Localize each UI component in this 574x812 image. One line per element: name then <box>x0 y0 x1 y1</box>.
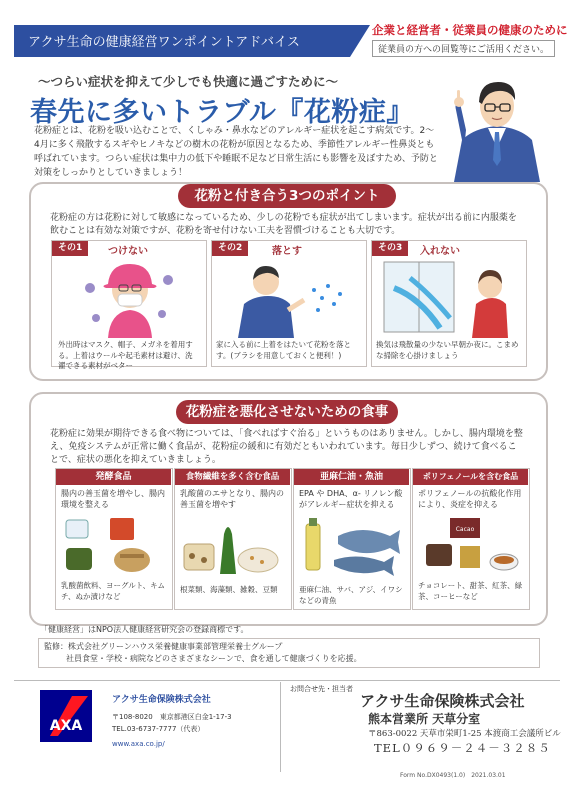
axa-logo <box>40 690 92 742</box>
fish-oil-illustration <box>298 514 406 576</box>
food-title-fiber: 食物繊維を多く含む食品 <box>175 469 290 485</box>
stamp-address: 〒863-0022 天草市栄町1-25 本渡商工会議所ビル <box>368 729 561 739</box>
point-tag-1: その1 <box>52 241 88 256</box>
point-tag-3: その3 <box>372 241 408 256</box>
axa-logo-text: AXA <box>49 718 83 734</box>
food-sub-oil: EPA や DHA、α- リノレン酸がアレルギー症状を抑える <box>299 489 403 509</box>
point-text-1: 外出時はマスク、帽子、メガネを着用する。上着はウールや起毛素材は避け、洗濯できる素材がベター <box>58 340 193 370</box>
stamp-company: アクサ生命保険株式会社 <box>360 692 525 710</box>
trademark-note: 「健康経営」はNPO法人健康経営研究会の登録商標です。 <box>40 625 249 634</box>
man-brushing-coat-illustration <box>228 260 352 338</box>
stamp-office: 熊本営業所 天草分室 <box>368 712 481 726</box>
point-title-2: 落とす <box>272 246 302 257</box>
point-title-3: 入れない <box>420 246 460 257</box>
food-sub-polyphenol: ポリフェノールの抗酸化作用により、炎症を抑える <box>418 489 522 509</box>
food-list-oil: 亜麻仁油、サバ、アジ、イワシなどの青魚 <box>299 585 403 605</box>
food-sub-fermented: 腸内の善玉菌を増やし、腸内環境を整える <box>61 489 165 509</box>
fermented-foods-illustration <box>60 514 166 574</box>
polyphenol-foods-illustration <box>416 514 524 576</box>
food-title-polyphenol: ポリフェノールを含む食品 <box>413 469 528 485</box>
point-text-2: 家に入る前に上着をはたいて花粉を落とす。(ブラシを用意しておくと便利！) <box>216 340 351 360</box>
footer-vertical-divider <box>280 682 281 772</box>
food-title-fermented: 発酵食品 <box>56 469 171 485</box>
points-description: 花粉症の方は花粉に対して敏感になっているため、少しの花粉でも症状が出てしまいます。症状が出る前に内服薬を飲むことは有効な対策ですが、花粉を寄せ付けない工夫を習慣づけることも大切です。 <box>50 213 517 236</box>
food-list-fermented: 乳酸菌飲料、ヨーグルト、キムチ、ぬか漬けなど <box>61 581 166 601</box>
header-title: アクサ生命の健康経営ワンポイントアドバイス <box>28 35 300 50</box>
point-tag-2: その2 <box>212 241 248 256</box>
footer-url[interactable]: www.axa.co.jp/ <box>112 740 165 748</box>
header-banner-tip <box>350 25 370 57</box>
stamp-tel: TEL０９６９－２４－３２８５ <box>374 741 551 755</box>
food-title-oil: 亜麻仁油・魚油 <box>294 469 409 485</box>
foods-description: 花粉症に効果が期待できる食べ物については、「食べればすぐ治る」というものはありません。しかし、腸内環境を整え、免疫システムが正常に働く食品が、花粉症の緩和に有効だともいわれています。毎日少しずつ、続けて食べることで、症状の悪化を抑えていきましょう。 <box>50 429 523 465</box>
supervisor-line-2: 社員食堂・学校・病院などのさまざまなシーンで、食を通して健康づくりを応援。 <box>66 654 362 663</box>
window-ventilation-illustration <box>380 258 518 338</box>
form-number: Form No.DX0493(1.0) 2021.03.01 <box>400 772 506 779</box>
page-title: 春先に多いトラブル『花粉症』 <box>30 97 414 128</box>
point-title-1: つけない <box>108 246 148 257</box>
points-heading: 花粉と付き合う3つのポイント <box>178 184 396 208</box>
supervisor-line-1: 監修：株式会社グリーンハウス栄養健康事業部管理栄養士グループ <box>44 642 283 651</box>
hero-tagline: ～つらい症状を抑えて少しでも快適に過ごすために～ <box>38 74 339 89</box>
footer-tel: TEL.03-6737-7777（代表） <box>112 725 205 733</box>
food-list-polyphenol: チョコレート、甜茶、紅茶、緑茶、コーヒーなど <box>418 581 523 601</box>
header-tagline: 企業と経営者・従業員の健康のために <box>372 23 568 37</box>
food-sub-fiber: 乳酸菌のエサとなり、腸内の善玉菌を増やす <box>180 489 284 509</box>
footer-postal: 〒108-8020 東京都港区白金1-17-3 <box>112 713 232 721</box>
footer-company: アクサ生命保険株式会社 <box>112 695 211 705</box>
fiber-foods-illustration <box>178 514 286 576</box>
header-note: 従業員の方への回覧等にご活用ください。 <box>372 40 555 57</box>
foods-heading: 花粉症を悪化させないための食事 <box>176 400 398 424</box>
chocolate-package-label: Cacao <box>455 526 475 533</box>
masked-woman-illustration <box>80 258 180 338</box>
point-text-3: 換気は飛散量の少ない早朝か夜に。こまめな掃除を心掛けましょう <box>376 340 519 360</box>
businessman-illustration <box>444 70 550 182</box>
intro-text: 花粉症とは、花粉を吸い込むことで、くしゃみ・鼻水などのアレルギー症状を起こす病気です。2～4月に多く飛散するスギやヒノキなどの樹木の花粉が原因となるため、季節性アレルギー性鼻炎とも呼ばれています。つらい症状は集中力の低下や睡眠不足など日常生活にも影響を及ぼすため、予防と対策をしっかりとしていきましょう！ <box>34 126 438 178</box>
footer-divider <box>14 680 560 681</box>
contact-label: お問合せ先・担当者 <box>290 685 353 693</box>
food-list-fiber: 根菜類、海藻類、雑穀、豆類 <box>180 585 278 594</box>
